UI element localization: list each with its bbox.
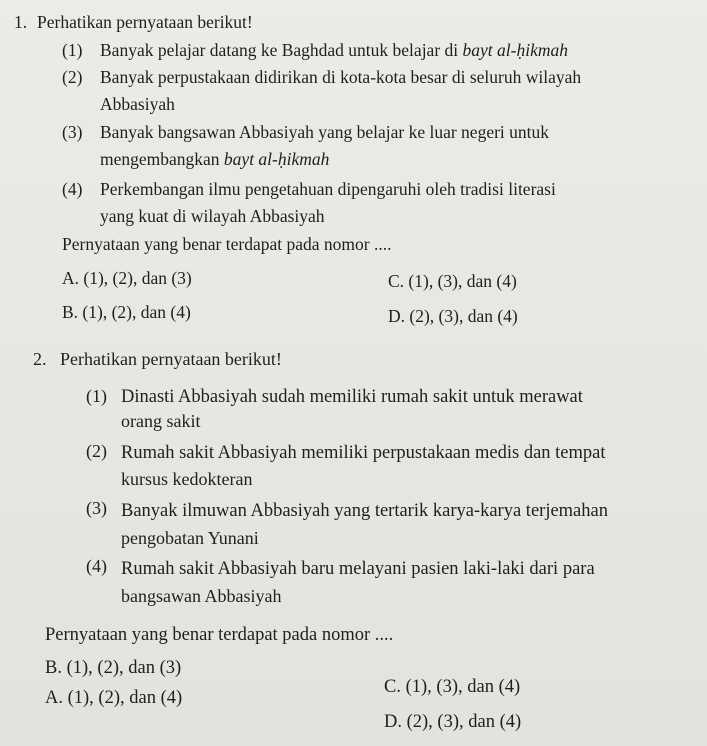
statement-number: (2): [62, 67, 83, 87]
question-prompt: Perhatikan pernyataan berikut!: [37, 12, 253, 32]
statement-text-cont: orang sakit: [121, 411, 201, 431]
statement-number: (3): [86, 498, 107, 518]
statement-number: (2): [86, 441, 107, 461]
question-number: 1.: [14, 12, 28, 32]
question-stem: Pernyataan yang benar terdapat pada nomor ....: [45, 625, 394, 645]
statement-text: Perkembangan ilmu pengetahuan dipengaruhi oleh tradisi literasi: [100, 179, 556, 199]
statement-text: Banyak bangsawan Abbasiyah yang belajar ke luar negeri untuk: [100, 122, 550, 142]
statement-text: Rumah sakit Abbasiyah baru melayani pasien laki-laki dari para: [121, 559, 595, 579]
statement-text: Banyak perpustakaan didirikan di kota-kota besar di seluruh wilayah: [100, 67, 582, 87]
statement-text-cont: mengembangkan bayt al-ḥikmah: [100, 149, 330, 169]
statement-text: Rumah sakit Abbasiyah memiliki perpustakaan medis dan tempat: [121, 443, 606, 463]
statement-number: (4): [86, 556, 107, 576]
statement-text: Banyak ilmuwan Abbasiyah yang tertarik karya-karya terjemahan: [121, 501, 608, 521]
option-b[interactable]: B. (1), (2), dan (3): [45, 658, 182, 678]
statement-number: (4): [62, 179, 83, 199]
option-d[interactable]: D. (2), (3), dan (4): [388, 306, 518, 326]
option-b[interactable]: B. (1), (2), dan (4): [62, 302, 191, 322]
statement-text: Dinasti Abbasiyah sudah memiliki rumah sakit untuk merawat: [121, 387, 583, 407]
question-stem: Pernyataan yang benar terdapat pada nomor ....: [62, 234, 392, 254]
statement-number: (1): [86, 386, 107, 406]
statement-number: (3): [62, 122, 83, 142]
statement-text-cont: pengobatan Yunani: [121, 528, 259, 548]
statement-text-cont: bangsawan Abbasiyah: [121, 586, 282, 606]
statement-text: Banyak pelajar datang ke Baghdad untuk belajar di bayt al-ḥikmah: [100, 40, 568, 60]
option-d[interactable]: D. (2), (3), dan (4): [384, 712, 522, 732]
question-prompt: Perhatikan pernyataan berikut!: [60, 349, 282, 369]
option-c[interactable]: C. (1), (3), dan (4): [388, 271, 517, 291]
option-a[interactable]: A. (1), (2), dan (4): [45, 688, 183, 708]
question-number: 2.: [33, 349, 47, 369]
statement-text-cont: Abbasiyah: [100, 94, 175, 114]
option-a[interactable]: A. (1), (2), dan (3): [62, 268, 192, 288]
statement-number: (1): [62, 40, 83, 60]
statement-text-cont: yang kuat di wilayah Abbasiyah: [100, 206, 325, 226]
option-c[interactable]: C. (1), (3), dan (4): [384, 677, 521, 697]
statement-text-cont: kursus kedokteran: [121, 469, 253, 489]
